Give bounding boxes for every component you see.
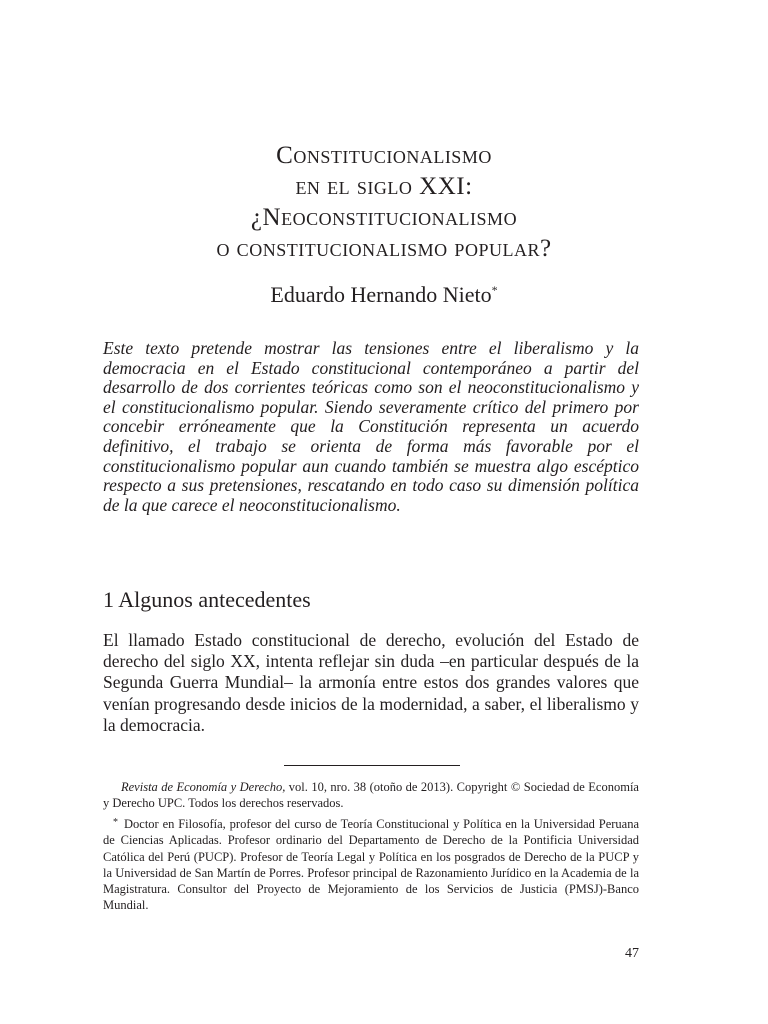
footnote-author (103, 815, 639, 914)
footnote-divider (284, 765, 460, 766)
title-line-2: en el siglo XXI: (295, 173, 473, 200)
abstract: Este texto pretende mostrar las tensiones entre el liberalismo y la democracia en el Estado constitucional contemporáneo a partir del desarrollo de dos corrientes teóricas como son el neoconstitucionalismo y el constitucionalismo popular. Siendo severamente crítico del primero por concebir erróneamente que la Constitución representa un acuerdo definitivo, el trabajo se orienta de forma más favorable por el constitucionalismo popular aun cuando también se muestra algo escéptico respecto a sus pretensiones, rescatando en todo caso su dimensión política de la que carece el neoconstitucionalismo. (103, 338, 639, 515)
journal-details: vol. 10, nro. 38 (otoño de 2013). Copyright © Sociedad de Economía y Derecho UPC. Todos los derechos reservados. (103, 780, 639, 811)
author-byline (0, 276, 768, 309)
body-paragraph: El llamado Estado constitucional de derecho, evolución del Estado de derecho del siglo XX, intenta reflejar sin duda –en particular después de la Segunda Guerra Mundial– la armonía entre estos dos grandes valores que venían progresando desde inicios de la modernidad, a saber, el liberalismo y la democracia. (103, 630, 639, 735)
section-heading: 1 Algunos antecedentes (103, 587, 311, 612)
page-number: 47 (625, 946, 639, 961)
author-name: Eduardo Hernando Nieto (270, 282, 492, 307)
journal-title: Revista de Economía y Derecho, (121, 780, 286, 794)
author-footnote-marker: * (491, 283, 498, 297)
title-line-1: Constitucionalismo (276, 142, 492, 169)
footnote-journal (103, 779, 639, 812)
author-note-text: Doctor en Filosofía, profesor del curso de Teoría Constitucional y Política en la Universidad Peruana de Ciencias Aplicadas. Profesor ordinario del Departamento de Derecho de la Pontificia Universidad Católica del Perú (PUCP). Profesor de Teoría Legal y Política en los posgrados de Derecho de la PUCP y la Universidad de San Martín de Porres. Profesor principal de Razonamiento Jurídico en la Academia de la Magistratura. Consultor del Proyecto de Mejoramiento de los Servicios de Justicia (PMSJ)-Banco Mundial. (103, 817, 639, 913)
article-title (0, 140, 768, 264)
footnote-marker: * (113, 817, 118, 828)
title-line-3: ¿Neoconstitucionalismo (250, 204, 518, 231)
title-line-4: o constitucionalismo popular? (216, 235, 552, 262)
